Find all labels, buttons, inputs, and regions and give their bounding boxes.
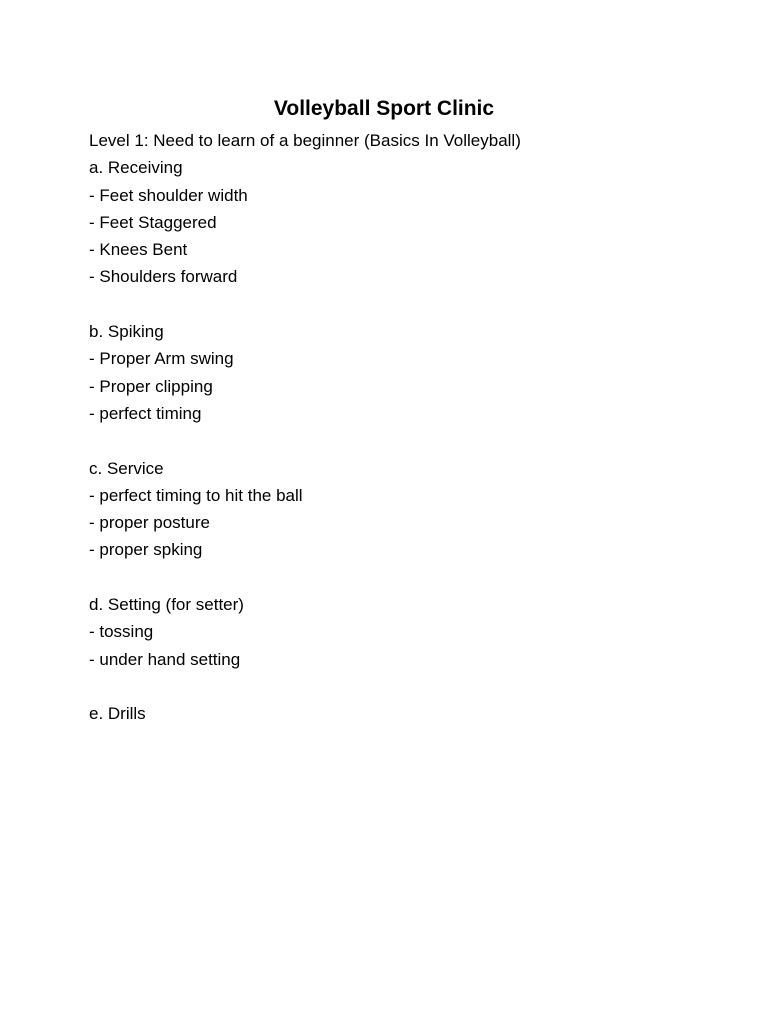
section-receiving — [89, 154, 729, 290]
section-heading: b. Spiking — [89, 322, 164, 342]
list-item: - tossing — [89, 622, 154, 642]
list-item: - perfect timing — [89, 403, 202, 423]
list-item: - proper posture — [89, 513, 210, 533]
list-item: - Proper Arm swing — [89, 349, 234, 369]
document-body — [89, 127, 729, 728]
list-item: - Feet shoulder width — [89, 185, 248, 205]
list-item: - Knees Bent — [89, 240, 188, 260]
list-item: - Feet Staggered — [89, 212, 217, 232]
document-title: Volleyball Sport Clinic — [273, 97, 495, 120]
section-service — [89, 455, 729, 564]
list-item: - Shoulders forward — [89, 267, 238, 287]
section-spiking — [89, 318, 729, 427]
list-item: - proper spking — [89, 540, 203, 560]
list-item: - perfect timing to hit the ball — [89, 485, 303, 505]
section-heading: a. Receiving — [89, 158, 183, 178]
section-heading: c. Service — [89, 458, 164, 478]
section-heading: e. Drills — [89, 704, 146, 724]
list-item: - Proper clipping — [89, 376, 213, 396]
section-heading: d. Setting (for setter) — [89, 595, 244, 615]
list-item: - under hand setting — [89, 649, 241, 669]
section-setting — [89, 591, 729, 673]
intro-line: Level 1: Need to learn of a beginner (Basics In Volleyball) — [89, 131, 521, 150]
section-drills — [89, 700, 729, 727]
